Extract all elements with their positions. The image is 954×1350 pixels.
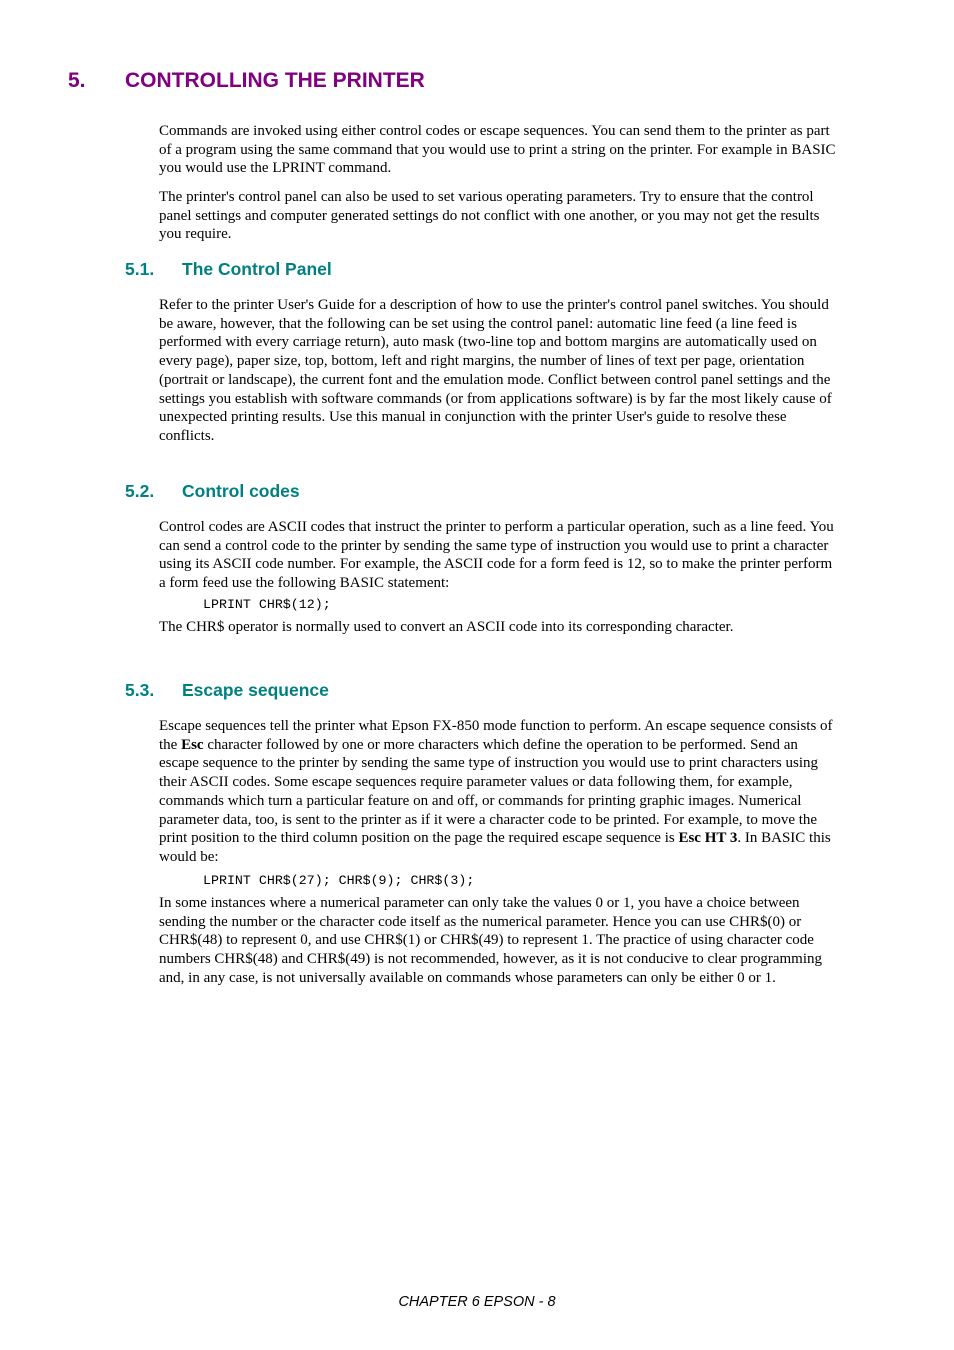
text-run: Escape sequences tell the printer what Epson FX-850 mode function to perform. An escape sequence consists of the [159,718,833,753]
escape-sequence-paragraph-1 [159,717,841,867]
section-heading-control-codes [125,481,300,502]
footer-text: CHAPTER 6 EPSON - 8 [398,1294,556,1310]
section-number: 5.1. [125,259,155,279]
heading-title: CONTROLLING THE PRINTER [125,69,425,92]
code-example-escape: LPRINT CHR$(27); CHR$(9); CHR$(3); [203,873,475,888]
text-run: character followed by one or more characters which define the operation to be performed. Send an escape sequence to the printer by sending the same type of instruction you would use to print characters using their ASCII codes. Some escape sequences require parameter values or data following them, for example, commands which turn a particular feature on and off, or commands for printing graphic images. Numerical parameter data, too, is sent to the printer as if it were a character code to be printed. For example, to move the print position to the third column position on the page the required escape sequence is [159,736,818,847]
section-title: Control codes [182,481,300,501]
esc-ht-3-bold: Esc HT 3 [678,830,738,847]
section-title: The Control Panel [182,259,332,279]
control-codes-paragraph-2: The CHR$ operator is normally used to convert an ASCII code into its corresponding character. [159,619,734,635]
page-footer [0,1294,954,1310]
escape-sequence-paragraph-2: In some instances where a numerical parameter can only take the values 0 or 1, you have a choice between sending the number or the character code itself as the numerical parameter. Hence you can use CHR$(0) or CHR$(48) to represent 0, and use CHR$(1) or CHR$(49) to represent 1. The practice of using character code numbers CHR$(48) and CHR$(49) is not recommended, however, as it is not conducive to clear programming and, in any case, is not universally available on commands whose parameters can only be either 0 or 1. [159,895,823,986]
chapter-heading [68,69,425,93]
section-number: 5.2. [125,481,155,501]
control-panel-paragraph: Refer to the printer User's Guide for a description of how to use the printer's control panel switches. You should be aware, however, that the following can be set using the control panel: automatic line feed (a line feed is performed with every carriage return), auto mask (two-line top and bottom margins are automatically used on every page), paper size, top, bottom, left and right margins, the number of lines of text per page, orientation (portrait or landscape), the current font and the emulation mode. Conflict between control panel settings and the settings you establish with software commands (or from applications software) is by far the most likely cause of unexpected printing results. Use this manual in conjunction with the printer User's guide to resolve these conflicts. [159,297,832,444]
section-heading-control-panel [125,259,332,280]
section-number: 5.3. [125,680,155,700]
control-codes-paragraph-1: Control codes are ASCII codes that instruct the printer to perform a particular operation, such as a line feed. You can send a control code to the printer by sending the same type of instruction you would use to print a character using its ASCII code number. For example, the ASCII code for a form feed is 12, so to make the printer perform a form feed use the following BASIC statement: [159,519,834,592]
text-run: . In BASIC this would be: [159,830,831,865]
intro-paragraph-2: The printer's control panel can also be used to set various operating parameters. Try to ensure that the control panel settings and computer generated settings do not conflict with one another, or you may not get the results you require. [159,189,820,243]
heading-number: 5. [68,69,86,92]
code-example-form-feed: LPRINT CHR$(12); [203,597,331,612]
section-title: Escape sequence [182,680,329,700]
section-heading-escape-sequence [125,680,329,701]
esc-bold: Esc [181,736,204,753]
intro-paragraph-1: Commands are invoked using either control codes or escape sequences. You can send them to the printer as part of a program using the same command that you would use to print a string on the printer. For example in BASIC you would use the LPRINT command. [159,123,836,177]
